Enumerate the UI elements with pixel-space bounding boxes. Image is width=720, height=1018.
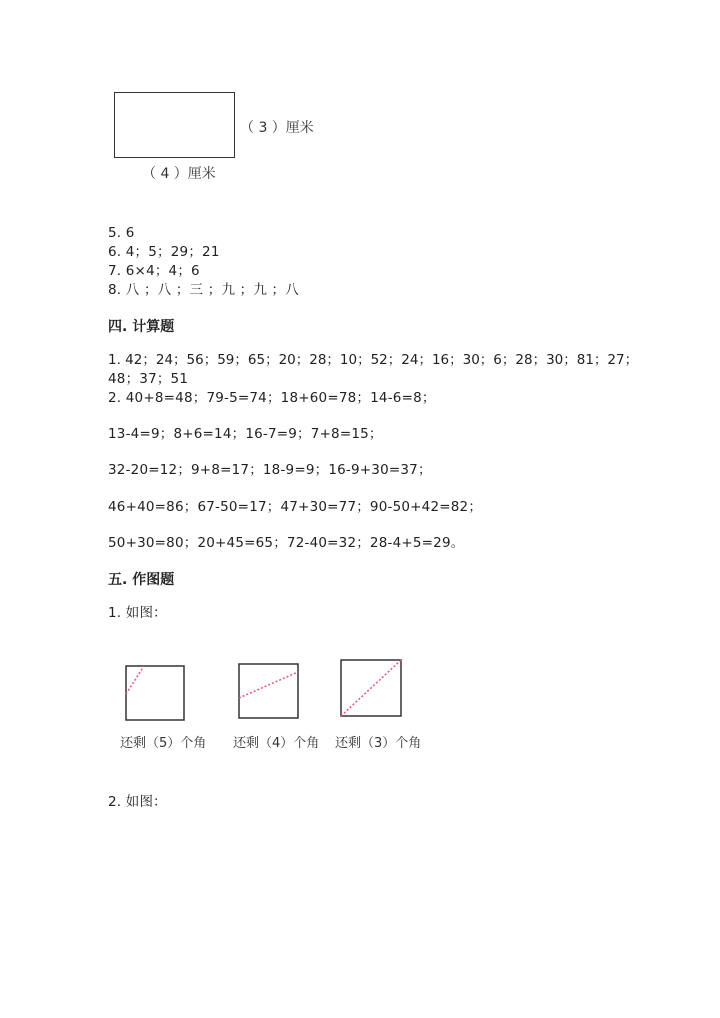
rectangle-length-label: （ 4 ）厘米 [142, 166, 216, 182]
drawing-q1-label: 1. 如图： [108, 605, 167, 621]
figure-caption-1: 还剩（5）个角 [120, 736, 207, 751]
calc-q2-line5: 50+30=80；20+45=65；72-40=32；28-4+5=29。 [108, 535, 465, 551]
figure-caption-3: 还剩（3）个角 [335, 736, 422, 751]
answer-5: 5. 6 [108, 225, 135, 241]
cut-line-2 [239, 672, 298, 698]
section-5-title: 五. 作图题 [108, 572, 175, 588]
answer-8: 8. 八 ；八 ；三 ；九 ；九 ；八 [108, 282, 299, 298]
section-4-title: 四. 计算题 [108, 319, 175, 335]
answer-6: 6. 4；5；29；21 [108, 244, 220, 260]
cut-line-3 [341, 660, 401, 716]
square-figure-2 [239, 664, 298, 718]
calc-q2-line3: 32-20=12；9+8=17；18-9=9；16-9+30=37； [108, 462, 432, 478]
answer-7: 7. 6×4；4；6 [108, 263, 200, 279]
calc-q2-line2: 13-4=9；8+6=14；16-7=9；7+8=15； [108, 426, 383, 442]
square-figure-1 [126, 666, 184, 720]
drawing-q2-label: 2. 如图： [108, 794, 167, 810]
calc-q1-line2: 48；37；51 [108, 371, 189, 387]
calc-q2-line1: 2. 40+8=48；79-5=74；18+60=78；14-6=8； [108, 390, 436, 406]
cut-figures [120, 656, 450, 726]
calc-q2-line4: 46+40=86；67-50=17；47+30=77；90-50+42=82； [108, 499, 483, 515]
figure-caption-2: 还剩（4）个角 [233, 736, 320, 751]
rectangle-figure [114, 92, 235, 158]
rectangle-width-label: （ 3 ）厘米 [240, 120, 314, 136]
calc-q1-line1: 1. 42；24；56；59；65；20；28；10；52；24；16；30；6；28；30；81；27； [108, 352, 639, 368]
cut-line-1 [126, 666, 144, 694]
